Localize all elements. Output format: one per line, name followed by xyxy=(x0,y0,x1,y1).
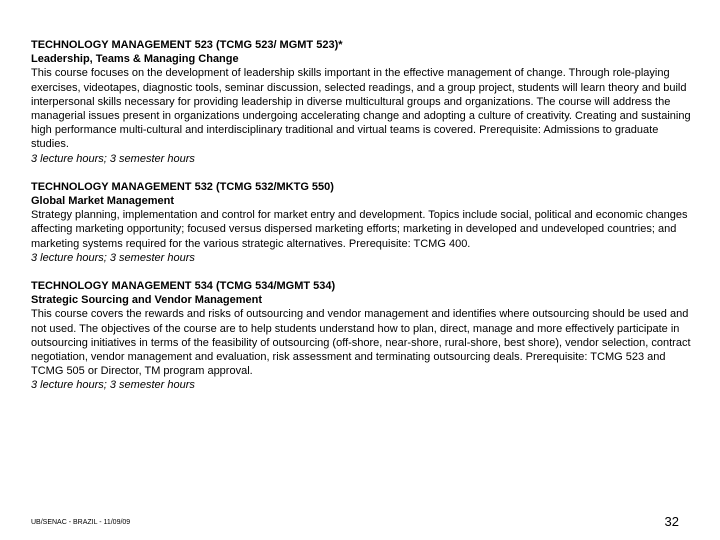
course-hours: 3 lecture hours; 3 semester hours xyxy=(31,251,195,264)
course-entry-tcmg-523 xyxy=(31,38,691,166)
course-title: Leadership, Teams & Managing Change xyxy=(31,53,239,66)
course-description: This course focuses on the development of leadership skills important in the effective management of change. Through role-playing exercises, videotapes, diagnostic tools, seminar discussion, selected readings, and a group project, students will learn theory and build interpersonal skills necessary for providing leadership in diverse multicultural groups and organizations. The course will address the managerial issues present in organizations undergoing accelerating change and adopting a culture of creativity. Creating and sustaining high performance multi-cultural and interdisciplinary traditional and virtual teams is covered. Prerequisite: Admissions to graduate studies. xyxy=(31,67,691,151)
course-listing xyxy=(31,38,691,407)
course-description: Strategy planning, implementation and control for market entry and development. Topics include social, political and economic changes affecting marketing opportunity; focused versus dispersed marketing efforts; marketing in developed and undeveloped countries; and marketing systems required for the various strategic alternatives. Prerequisite: TCMG 400. xyxy=(31,209,688,250)
course-hours: 3 lecture hours; 3 semester hours xyxy=(31,379,195,392)
course-entry-tcmg-532 xyxy=(31,180,691,265)
course-code: TECHNOLOGY MANAGEMENT 532 (TCMG 532/MKTG 550) xyxy=(31,180,334,193)
course-title: Global Market Management xyxy=(31,195,175,208)
page-number: 32 xyxy=(664,514,679,529)
course-title: Strategic Sourcing and Vendor Management xyxy=(31,294,263,307)
footer-source: UB/SENAC - BRAZIL - 11/09/09 xyxy=(31,519,131,526)
course-code: TECHNOLOGY MANAGEMENT 523 (TCMG 523/ MGMT 523)* xyxy=(31,39,343,51)
course-description: This course covers the rewards and risks of outsourcing and vendor management and identifies where outsourcing should be used and not used. The objectives of the course are to help students understand how to plan, direct, manage and more effectively participate in outsourcing initiatives in terms of the feasibility of outsourcing (off-shore, near-shore, rural-shore, best shore), vendor selection, contract negotiation, vendor management and evaluation, risk assessment and terminating outsourcing deals. Prerequisite: TCMG 523 and TCMG 505 or Director, TM program approval. xyxy=(31,308,691,378)
course-hours: 3 lecture hours; 3 semester hours xyxy=(31,152,195,165)
course-entry-tcmg-534 xyxy=(31,279,691,393)
course-code: TECHNOLOGY MANAGEMENT 534 (TCMG 534/MGMT 534) xyxy=(31,280,336,293)
